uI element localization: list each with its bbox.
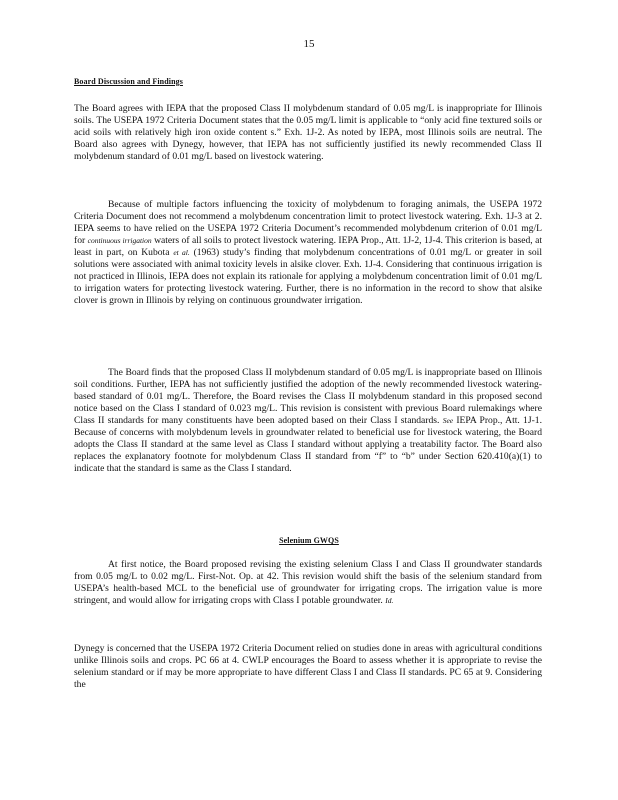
italic-id: Id. [385, 596, 394, 605]
italic-continuous-irrigation: continuous irrigation [87, 236, 152, 245]
italic-et-al: et al. [173, 248, 190, 257]
paragraph-3 [74, 367, 542, 475]
paragraph-2-text-b: waters of all soils to protect livestock watering. IEPA Prop., Att. 1J-2, 1J-4. This criterion is based, at least in part, on Kubota [74, 235, 542, 258]
paragraph-4 [74, 559, 542, 607]
paragraph-2-text-c: (1963) study’s finding that molybdenum concentrations of 0.01 mg/L or greater in soil solutions were associated with animal toxicity levels in alsike clover. Exh. 1J-4. Considering that continuous irrigation is not practiced in Illinois, IEPA does not explain its rationale for applying a molybdenum concentration limit of 0.01 mg/L to irrigation waters for protecting livestock watering. Further, there is no information in the record to show that alsike clover is grown in Illinois by relying on continuous groundwater irrigation. [74, 247, 542, 306]
paragraph-1: The Board agrees with IEPA that the proposed Class II molybdenum standard of 0.05 mg/L is inappropriate for Illinois soils. The USEPA 1972 Criteria Document states that the 0.05 mg/L limit is applicable to “only acid fine textured soils or acid soils with relatively high iron oxide content s.” Exh. 1J-2. As noted by IEPA, most Illinois soils are neutral. The Board also agrees with Dynegy, however, that IEPA has not sufficiently justified its newly recommended Class II molybdenum standard of 0.01 mg/L based on livestock watering. [74, 103, 542, 162]
italic-see: See [442, 416, 454, 425]
paragraph-2-text-a: Because of multiple factors influencing the toxicity of molybdenum to foraging animals, the USEPA 1972 Criteria Document does not recommend a molybdenum concentration limit to protect livestock watering. Exh. 1J-3 at 2. IEPA seems to have relied on the USEPA 1972 Criteria Document’s recommended molybdenum criterion of 0.01 mg/L for [74, 199, 542, 246]
paragraph-3-text-a: The Board finds that the proposed Class II molybdenum standard of 0.05 mg/L is inappropriate based on Illinois soil conditions. Further, IEPA has not sufficiently justified the adoption of the newly recommended livestock watering-based standard of 0.01 mg/L. Therefore, the Board revises the Class II molybdenum standard in this proposed second notice based on the Class I standard of 0.023 mg/L. This revision is consistent with previous Board rulemakings where Class II standards for many constituents have been adopted based on their Class I standards. [74, 367, 542, 426]
paragraph-4-text-a: At first notice, the Board proposed revising the existing selenium Class I and Class II groundwater standards from 0.05 mg/L to 0.02 mg/L. First-Not. Op. at 42. This revision would shift the basis of the selenium standard from USEPA’s health-based MCL to the beneficial use of groundwater for irrigating crops. The irrigation value is more stringent, and would allow for irrigating crops with Class I potable groundwater. [74, 559, 542, 606]
paragraph-5: Dynegy is concerned that the USEPA 1972 Criteria Document relied on studies done in areas with agricultural conditions unlike Illinois soils and crops. PC 66 at 4. CWLP encourages the Board to assess whether it is appropriate to revise the selenium standard or if may be more appropriate to have different Class I and Class II standards. PC 65 at 9. Considering the [74, 643, 542, 690]
paragraph-3-text-b: IEPA Prop., Att. 1J-1. Because of concerns with molybdenum levels in groundwater related to beneficial use for livestock watering, the Board adopts the Class II standard at the same level as Class I standard without applying a treatability factor. The Board also replaces the explanatory footnote for molybdenum Class II standard from “f” to “b” under Section 620.410(a)(1) to indicate that the standard is same as the Class I standard. [74, 415, 542, 474]
paragraph-2 [74, 199, 542, 307]
section-heading-board-discussion: Board Discussion and Findings [74, 77, 183, 86]
section-heading-selenium: Selenium GWQS [279, 536, 339, 545]
page-number: 15 [303, 38, 315, 50]
